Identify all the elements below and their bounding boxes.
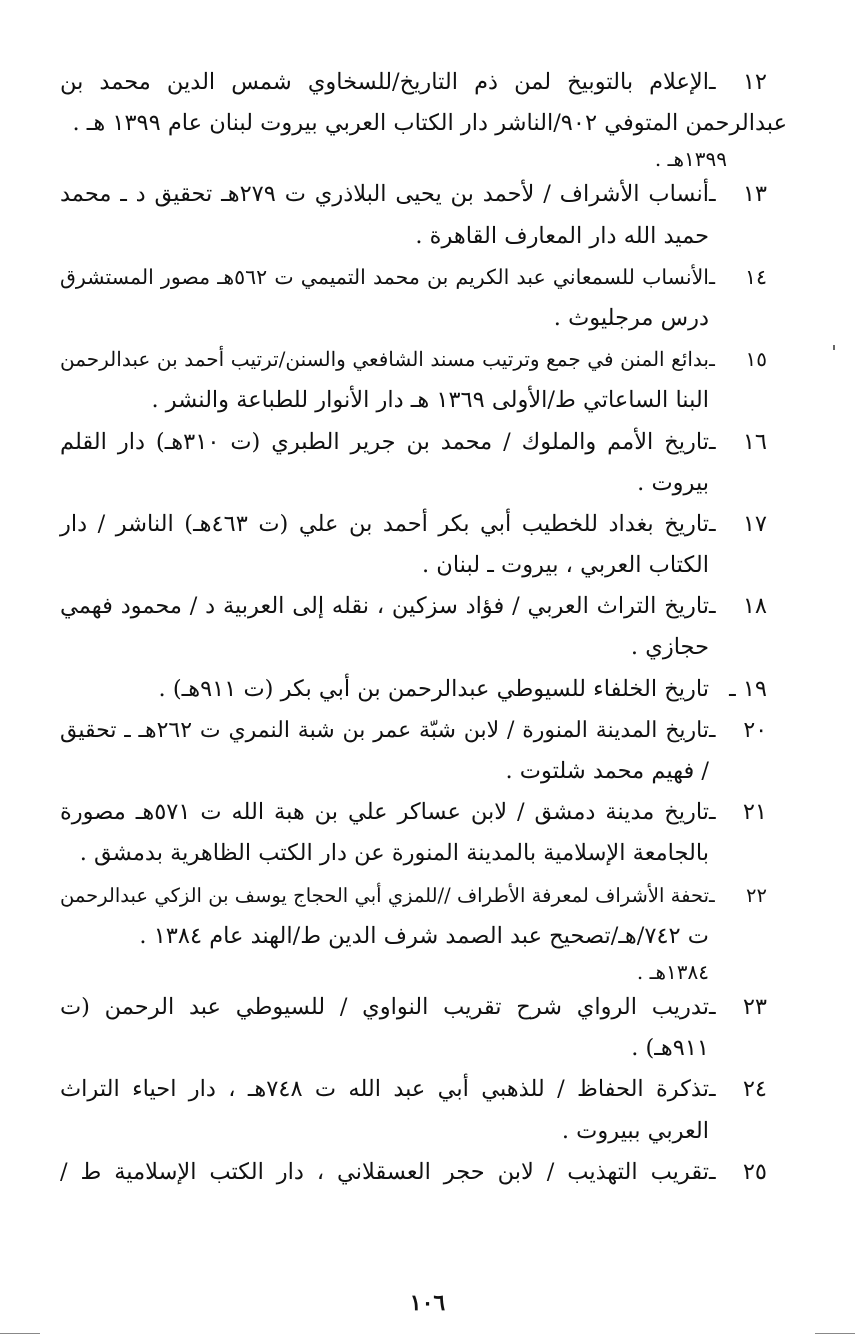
reference-list [60, 62, 787, 1193]
ref-entry-12-line-2: عبدالرحمن المتوفي ٩٠٢/الناشر دار الكتاب العربي بيروت لبنان عام ١٣٩٩ هـ . [72, 110, 787, 137]
ref-number-12: ١٢ ـ [709, 69, 767, 95]
ref-number-19: ١٩ ـ [729, 675, 767, 702]
ref-entry-21-line-1: ٢١ ـتاريخ مدينة دمشق / لابن عساكر علي بن هبة الله ت ٥٧١هـ مصورة [60, 792, 767, 833]
scan-speck [833, 345, 835, 350]
ref-number-21: ٢١ ـ [709, 799, 767, 826]
ref-entry-18-line-1: ١٨ ـتاريخ التراث العربي / فؤاد سزكين ، نقله إلى العربية د / محمود فهمي [60, 586, 767, 627]
ref-entry-22-line-2: ت ٧٤٢/هـ/تصحيح عبد الصمد شرف الدين ط/الهند عام ١٣٨٤ . [139, 922, 709, 949]
ref-number-20: ٢٠ ـ [709, 717, 768, 743]
ref-entry-20-line-2: / فهيم محمد شلتوت . [505, 758, 709, 784]
ref-entry-17-line-1: ١٧ ـتاريخ بغداد للخطيب أبي بكر أحمد بن علي (ت ٤٦٣هـ) الناشر / دار [60, 504, 767, 545]
ref-number-18: ١٨ ـ [709, 593, 767, 620]
ref-entry-20-line-1: ٢٠ ـتاريخ المدينة المنورة / لابن شبّة عمر بن شبة النمري ت ٢٦٢هـ ـ تحقيق [60, 710, 767, 751]
ref-entry-24-line-2: العربي ببيروت . [561, 1117, 709, 1144]
ref-entry-25-line-1: ٢٥ ـتقريب التهذيب / لابن حجر العسقلاني ، دار الكتب الإسلامية ط / [60, 1152, 767, 1193]
ref-entry-14-line-2: درس مرجليوث . [553, 304, 709, 331]
ref-entry-14-line-1: ١٤ ـالأنساب للسمعاني عبد الكريم بن محمد التميمي ت ٥٦٢هـ مصور المستشرق [60, 257, 767, 298]
ref-entry-19-line-1: ١٩ ـتاريخ الخلفاء للسيوطي عبدالرحمن بن أبي بكر (ت ٩١١هـ) . [60, 669, 767, 710]
ref-number-25: ٢٥ ـ [709, 1158, 767, 1185]
ref-number-16: ١٦ ـ [709, 428, 767, 455]
page-number: ١٠٦ [409, 1290, 446, 1316]
ref-number-15: ١٥ ـ [709, 347, 767, 372]
ref-number-17: ١٧ ـ [708, 510, 767, 537]
ref-entry-13-line-1: ١٣ ـأنساب الأشراف / لأحمد بن يحيى البلاذري ت ٢٧٩هـ تحقيق د ـ محمد [60, 174, 767, 215]
ref-entry-13-line-2: حميد الله دار المعارف القاهرة . [415, 222, 709, 249]
ref-entry-12-line-1: ١٢ ـالإعلام بالتوبيخ لمن ذم التاريخ/للسخاوي شمس الدين محمد بن [60, 62, 767, 103]
ref-entry-21-line-2: بالجامعة الإسلامية بالمدينة المنورة عن دار الكتب الظاهرية بدمشق . [79, 840, 709, 867]
ref-number-22: ٢٢ ـ [709, 883, 767, 907]
ref-entry-15-line-1: ١٥ ـبدائع المنن في جمع وترتيب مسند الشافعي والسنن/ترتيب أحمد بن عبدالرحمن [60, 339, 767, 380]
ref-entry-24-line-1: ٢٤ ـتذكرة الحفاظ / للذهبي أبي عبد الله ت ٧٤٨هـ ، دار احياء التراث [60, 1069, 767, 1110]
ref-entry-23-line-2: ٩١١هـ) . [631, 1035, 709, 1062]
ref-number-14: ١٤ ـ [709, 264, 767, 289]
ref-number-24: ٢٤ ـ [709, 1076, 767, 1103]
ref-entry-16-line-2: بيروت . [637, 469, 709, 496]
ref-entry-22-line-1: ٢٢ ـتحفة الأشراف لمعرفة الأطراف //للمزي أبي الحجاج يوسف بن الزكي عبدالرحمن [60, 875, 767, 916]
ref-entry-16-line-1: ١٦ ـتاريخ الأمم والملوك / محمد بن جرير الطبري (ت ٣١٠هـ) دار القلم [60, 422, 767, 463]
ref-entry-23-line-1: ٢٣ ـتدريب الرواي شرح تقريب النواوي / للسيوطي عبد الرحمن (ت [60, 987, 767, 1028]
ref-entry-17-line-2: الكتاب العربي ، بيروت ـ لبنان . [422, 552, 709, 579]
bottom-edge-mark-right [815, 1333, 855, 1334]
ref-entry-12-line-3: ١٣٩٩هـ . [654, 147, 727, 172]
ref-entry-22-line-3: ١٣٨٤هـ . [636, 959, 709, 984]
ref-number-23: ٢٣ ـ [709, 993, 767, 1020]
bottom-edge-mark-left [0, 1333, 40, 1334]
ref-entry-15-line-2: البنا الساعاتي ط/الأولى ١٣٦٩ هـ دار الأنوار للطباعة والنشر . [151, 387, 709, 414]
ref-entry-18-line-2: حجازي . [630, 634, 709, 661]
ref-number-13: ١٣ ـ [709, 181, 768, 208]
